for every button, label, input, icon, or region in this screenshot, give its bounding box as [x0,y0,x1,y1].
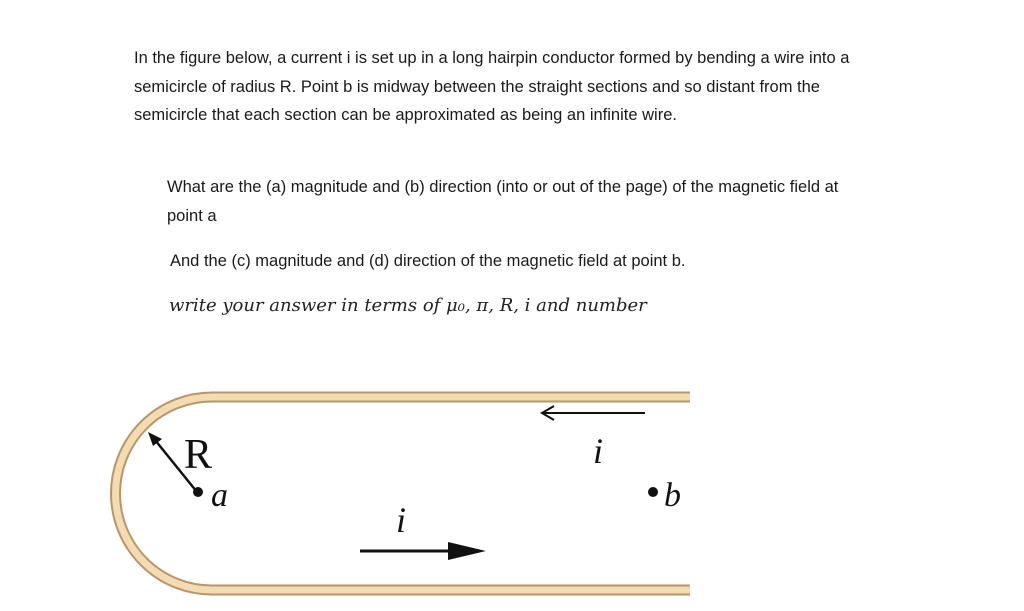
point-b-label: b [664,477,681,514]
current-arrowhead-bottom [448,542,486,560]
answer-instruction: write your answer in terms of μ₀, π, R, i and number [169,295,647,316]
question-c-d: And the (c) magnitude and (d) direction of the magnetic field at point b. [170,252,686,270]
current-label-top: i [593,431,604,471]
point-b-dot [648,487,658,497]
problem-intro [134,44,964,130]
point-a-label: a [211,477,228,514]
current-label-bottom: i [396,500,407,540]
radius-arrowhead [148,432,162,446]
point-a-dot [193,487,203,497]
intro-line: In the figure below, a current i is set up in a long hairpin conductor formed by bending a wire into a [134,49,850,67]
question-a-b [167,173,838,230]
radius-label: R [184,432,213,478]
intro-line: semicircle that each section can be approximated as being an infinite wire. [134,106,677,124]
hairpin-figure [0,370,1024,611]
intro-line: semicircle of radius R. Point b is midway between the straight sections and so distant from the [134,77,820,96]
question-line: What are the (a) magnitude and (b) direction (into or out of the page) of the magnetic field at [167,178,839,196]
question-line: point a [167,206,217,225]
